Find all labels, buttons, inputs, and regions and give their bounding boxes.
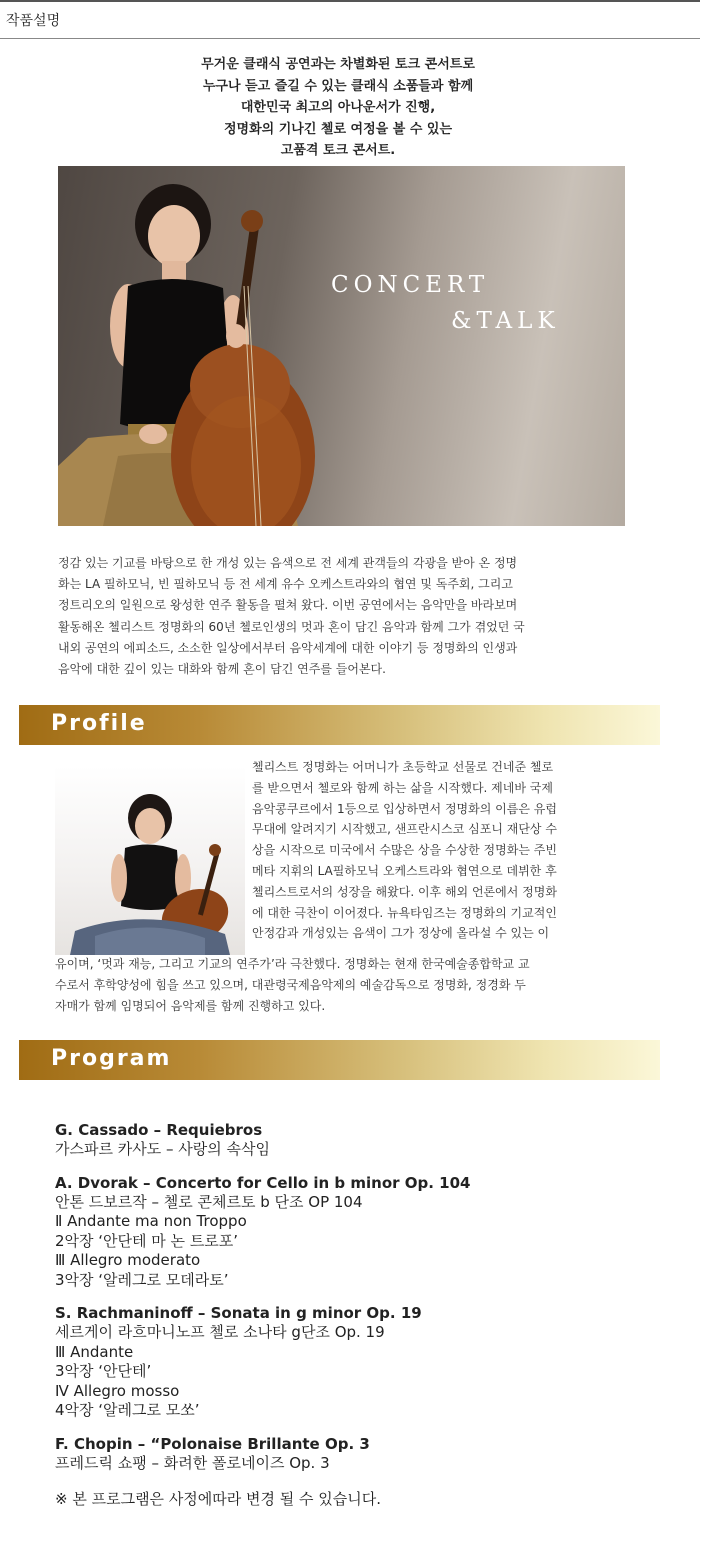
program-item-line: 가스파르 카사도 – 사랑의 속삭임: [55, 1140, 270, 1158]
program-item-title: A. Dvorak – Concerto for Cello in b minor Op. 104: [55, 1173, 471, 1192]
intro-line: 대한민국 최고의 아나운서가 진행,: [240, 100, 436, 116]
profile-heading: Profile: [51, 711, 147, 736]
cellist-illustration: [58, 166, 625, 526]
profile-line: 첼리스트로서의 성장을 해왔다. 이후 해외 언론에서 정명화: [252, 884, 557, 899]
program-item-line: Ⅱ Andante ma non Troppo: [55, 1212, 247, 1230]
intro-line: 무거운 클래식 공연과는 차별화된 토크 콘서트로: [201, 57, 475, 72]
intro-line: 누구나 듣고 즐길 수 있는 클래식 소품들과 함께: [202, 78, 474, 94]
description-line: 내외 공연의 에피소드, 소소한 일상에서부터 음악세계에 대한 이야기 등 정명화의 인생과: [58, 640, 518, 655]
program-item: [55, 1303, 470, 1421]
program-list: [55, 1120, 470, 1486]
program-item-line: 세르게이 라흐마니노프 첼로 소나타 g단조 Op. 19: [55, 1323, 385, 1341]
profile-bio-side: [252, 757, 623, 944]
concert-description: [58, 553, 626, 680]
hero-title-talk: &TALK: [451, 308, 560, 334]
description-line: 활동해온 첼리스트 정명화의 60년 첼로인생의 멋과 혼이 담긴 음악과 함께 그가 겪었던 국: [58, 619, 525, 634]
program-item: [55, 1173, 470, 1291]
profile-line: 에 대한 극찬이 이어졌다. 뉴욕타임즈는 정명화의 기교적인: [252, 905, 557, 920]
profile-line: 음악콩쿠르에서 1등으로 입상하면서 정명화의 이름은 유럽: [252, 801, 557, 816]
profile-line: 자매가 함께 임명되어 음악제를 함께 진행하고 있다.: [55, 998, 326, 1013]
program-item-line: 3악장 ‘안단테’: [55, 1362, 152, 1380]
profile-line: 첼리스트 정명화는 어머니가 초등학교 선물로 건네준 첼로: [252, 760, 554, 774]
description-line: 정트리오의 일원으로 왕성한 연주 활동을 펼쳐 왔다. 이번 공연에서는 음악만을 바라보며: [58, 598, 518, 613]
description-line: 화는 LA 필하모닉, 빈 필하모닉 등 전 세계 유수 오케스트라와의 협연 및 독주회, 그리고: [58, 577, 513, 592]
section-title: 작품설명: [6, 13, 61, 29]
cellist-portrait-illustration: [55, 766, 245, 955]
profile-line: 상을 시작으로 미국에서 수많은 상을 수상한 정명화는 주빈: [252, 843, 557, 858]
intro-text: [118, 54, 558, 162]
intro-line: 고품격 토크 콘서트.: [280, 143, 396, 159]
profile-line: 안정감과 개성있는 음색이 그가 정상에 올라설 수 있는 이: [252, 926, 550, 941]
description-line: 정감 있는 기교를 바탕으로 한 개성 있는 음색으로 전 세계 관객들의 각광을 받아 온 정명: [58, 556, 518, 570]
profile-line: 무대에 알려지기 시작했고, 샌프란시스코 심포니 재단상 수: [252, 822, 557, 837]
program-change-note: ※ 본 프로그램은 사정에따라 변경 될 수 있습니다.: [55, 1490, 382, 1508]
profile-line: 유이며, ‘멋과 재능, 그리고 기교의 연주가’라 극찬했다. 정명화는 현재 한국예술종합학교 교: [55, 957, 530, 971]
profile-line: 를 받으면서 첼로와 함께 하는 삶을 시작했다. 제네바 국제: [252, 780, 553, 795]
concert-hero-image: [58, 166, 625, 526]
intro-line: 정명화의 기나긴 첼로 여정을 볼 수 있는: [223, 121, 453, 137]
program-item-line: 프레드릭 쇼팽 – 화려한 폴로네이즈 Op. 3: [55, 1453, 330, 1472]
program-item-title: S. Rachmaninoff – Sonata in g minor Op. 19: [55, 1304, 422, 1322]
description-line: 음악에 대한 깊이 있는 대화와 함께 혼이 담긴 연주를 들어본다.: [58, 662, 386, 677]
profile-line: 메타 지휘의 LA필하모닉 오케스트라와 협연으로 데뷔한 후: [252, 863, 557, 878]
program-item-title: F. Chopin – “Polonaise Brillante Op. 3: [55, 1434, 370, 1453]
program-heading-band: [19, 1040, 660, 1080]
program-item: [55, 1434, 470, 1474]
program-item-line: Ⅲ Allegro moderato: [55, 1251, 201, 1269]
program-item-line: 2악장 ‘안단테 마 논 트로포’: [55, 1231, 239, 1250]
program-item: [55, 1120, 470, 1160]
section-header: [0, 0, 700, 39]
program-item-title: G. Cassado – Requiebros: [55, 1121, 263, 1139]
profile-photo: [55, 766, 245, 955]
program-item-line: 안톤 드보르작 – 첼로 콘체르토 b 단조 OP 104: [55, 1192, 363, 1211]
profile-bio-full: [55, 954, 623, 1016]
program-item-line: 4악장 ‘알레그로 모쏘’: [55, 1401, 200, 1419]
program-item-line: 3악장 ‘알레그로 모데라토’: [55, 1270, 229, 1289]
hero-title-concert: CONCERT: [331, 272, 490, 298]
profile-heading-band: [19, 705, 660, 745]
program-heading: Program: [51, 1046, 172, 1071]
program-item-line: Ⅳ Allegro mosso: [55, 1381, 180, 1400]
program-item-line: Ⅲ Andante: [55, 1342, 134, 1361]
profile-line: 수로서 후학양성에 힘을 쓰고 있으며, 대관령국제음악제의 예술감독으로 정명화, 정경화 두: [55, 977, 526, 992]
